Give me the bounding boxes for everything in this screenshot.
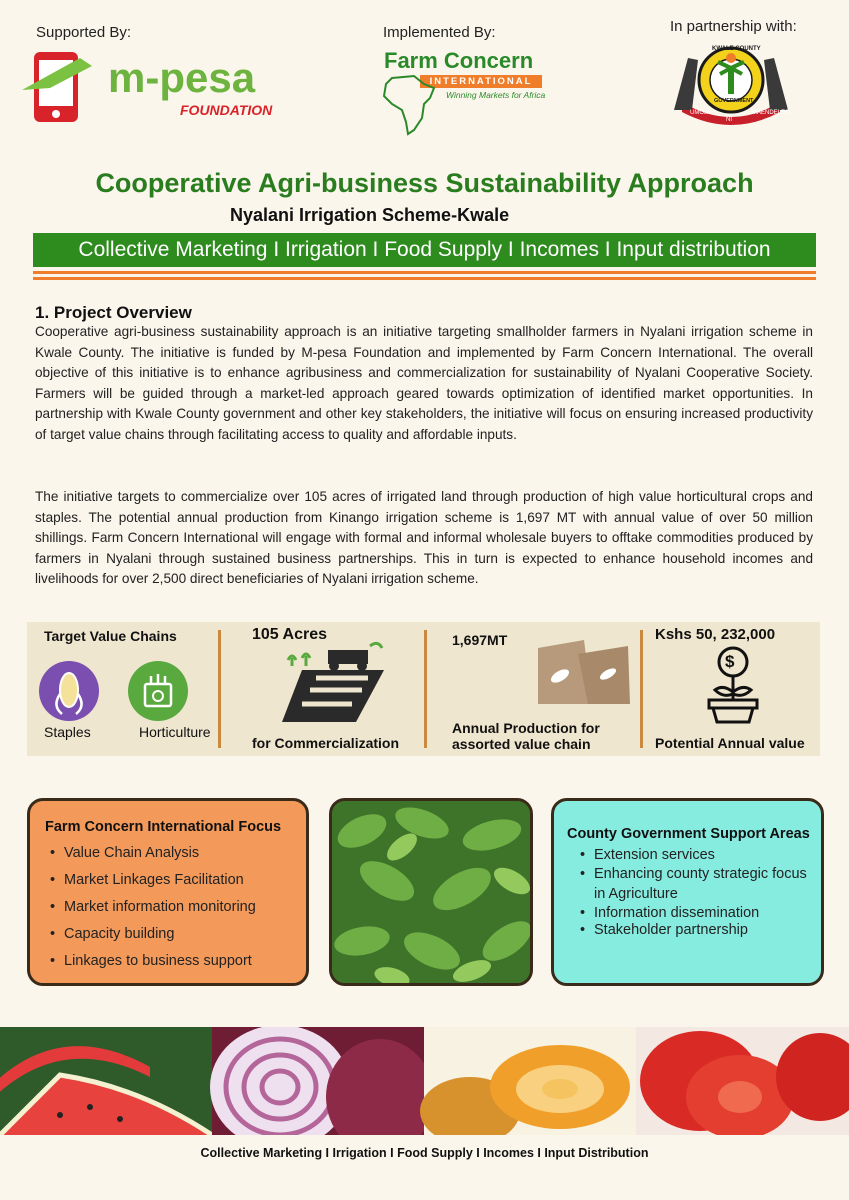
farm-tractor-icon [282, 640, 392, 722]
fci-tagline: Winning Markets for Africa [446, 90, 546, 100]
kwale-county-seal [668, 40, 794, 130]
county-support-title: County Government Support Areas [567, 826, 810, 842]
production-label-2: assorted value chain [452, 736, 591, 752]
leafy-greens-photo [329, 798, 533, 986]
annual-value-label: Potential Annual value [655, 735, 805, 751]
stats-divider-1 [218, 630, 221, 748]
annual-value: Kshs 50, 232,000 [655, 626, 776, 643]
fci-focus-card [27, 798, 309, 986]
fci-focus-item: • Linkages to business support [50, 953, 256, 980]
mpesa-foundation-sub: FOUNDATION [180, 102, 273, 118]
production-value: 1,697MT [452, 632, 508, 648]
produce-photo-strip [0, 1027, 849, 1135]
acres-value: 105 Acres [252, 626, 328, 643]
africa-map-icon [380, 74, 440, 140]
county-support-item: • Extension services [580, 847, 820, 863]
production-label-1: Annual Production for [452, 720, 600, 736]
partnership-label: In partnership with: [670, 18, 797, 35]
fci-focus-title: Farm Concern International Focus [45, 819, 282, 835]
county-support-item: • Enhancing county strategic focus in Agriculture [580, 864, 820, 904]
fci-focus-item: • Market Linkages Facilitation [50, 872, 256, 899]
page-subtitle: Nyalani Irrigation Scheme-Kwale [230, 205, 510, 225]
overview-paragraph-2: The initiative targets to commercialize over 105 acres of irrigated land through production of high value horticultural crops and staples. The potential annual production from Kinango irrigation scheme is 1,697 MT with annual value of over 50 million shillings. Farm Concern International will engage with formal and informal wholesale buyers to offtake commodities produced by farmers in Nyalani through sustained business partnerships. This in turn is expected to enhance household incomes and livelihoods for over 2,500 direct beneficiaries of Nyalani irrigation scheme. [35, 489, 813, 587]
stats-divider-2 [424, 630, 427, 748]
value-chains-title: Target Value Chains [44, 628, 177, 644]
dollar-sign: $ [725, 652, 735, 671]
tomato-image [636, 1027, 849, 1135]
kwale-gov-text: GOVERNMENT [714, 98, 754, 104]
fci-focus-item: • Market information monitoring [50, 899, 256, 926]
overview-heading: 1. Project Overview [35, 303, 192, 322]
mpesa-foundation-logo [20, 48, 290, 128]
horticulture-label: Horticulture [139, 724, 211, 740]
kwale-motto-left: UMOJA [690, 110, 711, 116]
orange-stripe-2 [33, 277, 816, 280]
farm-concern-logo [380, 48, 550, 120]
implemented-by-label: Implemented By: [383, 24, 496, 41]
kwale-motto-right: MAENDELEO [752, 110, 790, 116]
tagline-bar: Collective Marketing I Irrigation I Food Supply I Incomes I Input distribution [33, 233, 816, 267]
acres-label: for Commercialization [252, 735, 400, 751]
stats-divider-3 [640, 630, 643, 748]
fci-international: INTERNATIONAL [420, 75, 542, 88]
kwale-ring-text: KWALE COUNTY [712, 46, 761, 52]
fci-focus-item: • Capacity building [50, 926, 256, 953]
mpesa-wordmark: m-pesa [108, 54, 256, 101]
butternut-image [420, 1027, 636, 1135]
kwale-mark: NI [726, 117, 732, 123]
fci-focus-item: • Value Chain Analysis [50, 845, 256, 872]
watermelon-image [0, 1027, 212, 1135]
phone-icon [20, 48, 100, 126]
overview-paragraph-1: Cooperative agri-business sustainability approach is an initiative targeting smallholder farmers in Nyalani irrigation scheme in Kwale County. The initiative is funded by M-pesa Foundation and implemented by Farm Concern International. The overall objective of this initiative is to enhance agribusiness and commercialization for sustainability of Nyalani Cooperative Society. Farmers will be guided through a market-led approach geared towards optimization of identified market opportunities. In partnership with Kwale County government and other key stakeholders, the initiative will focus on ensuring increased productivity of target value chains through facilitating access to quality and affordable inputs. [35, 324, 813, 442]
county-support-card [551, 798, 824, 986]
county-support-item: • Stakeholder partnership [580, 922, 820, 938]
produce-illustration [0, 1027, 849, 1135]
maize-icon [38, 660, 100, 722]
county-support-item: • Information dissemination [580, 905, 820, 921]
orange-stripe-1 [33, 271, 816, 274]
footer-tagline: Collective Marketing I Irrigation I Food Supply I Incomes I Input Distribution [200, 1146, 649, 1160]
horticulture-icon [127, 660, 189, 722]
fci-wordmark: Farm Concern [384, 48, 534, 73]
supported-by-label: Supported By: [36, 24, 132, 41]
produce-sacks-icon [534, 634, 634, 706]
page-title: Cooperative Agri-business Sustainability Approach [95, 168, 754, 198]
staples-label: Staples [44, 724, 91, 740]
leaves-illustration [332, 801, 533, 986]
onion-image [210, 1027, 434, 1135]
